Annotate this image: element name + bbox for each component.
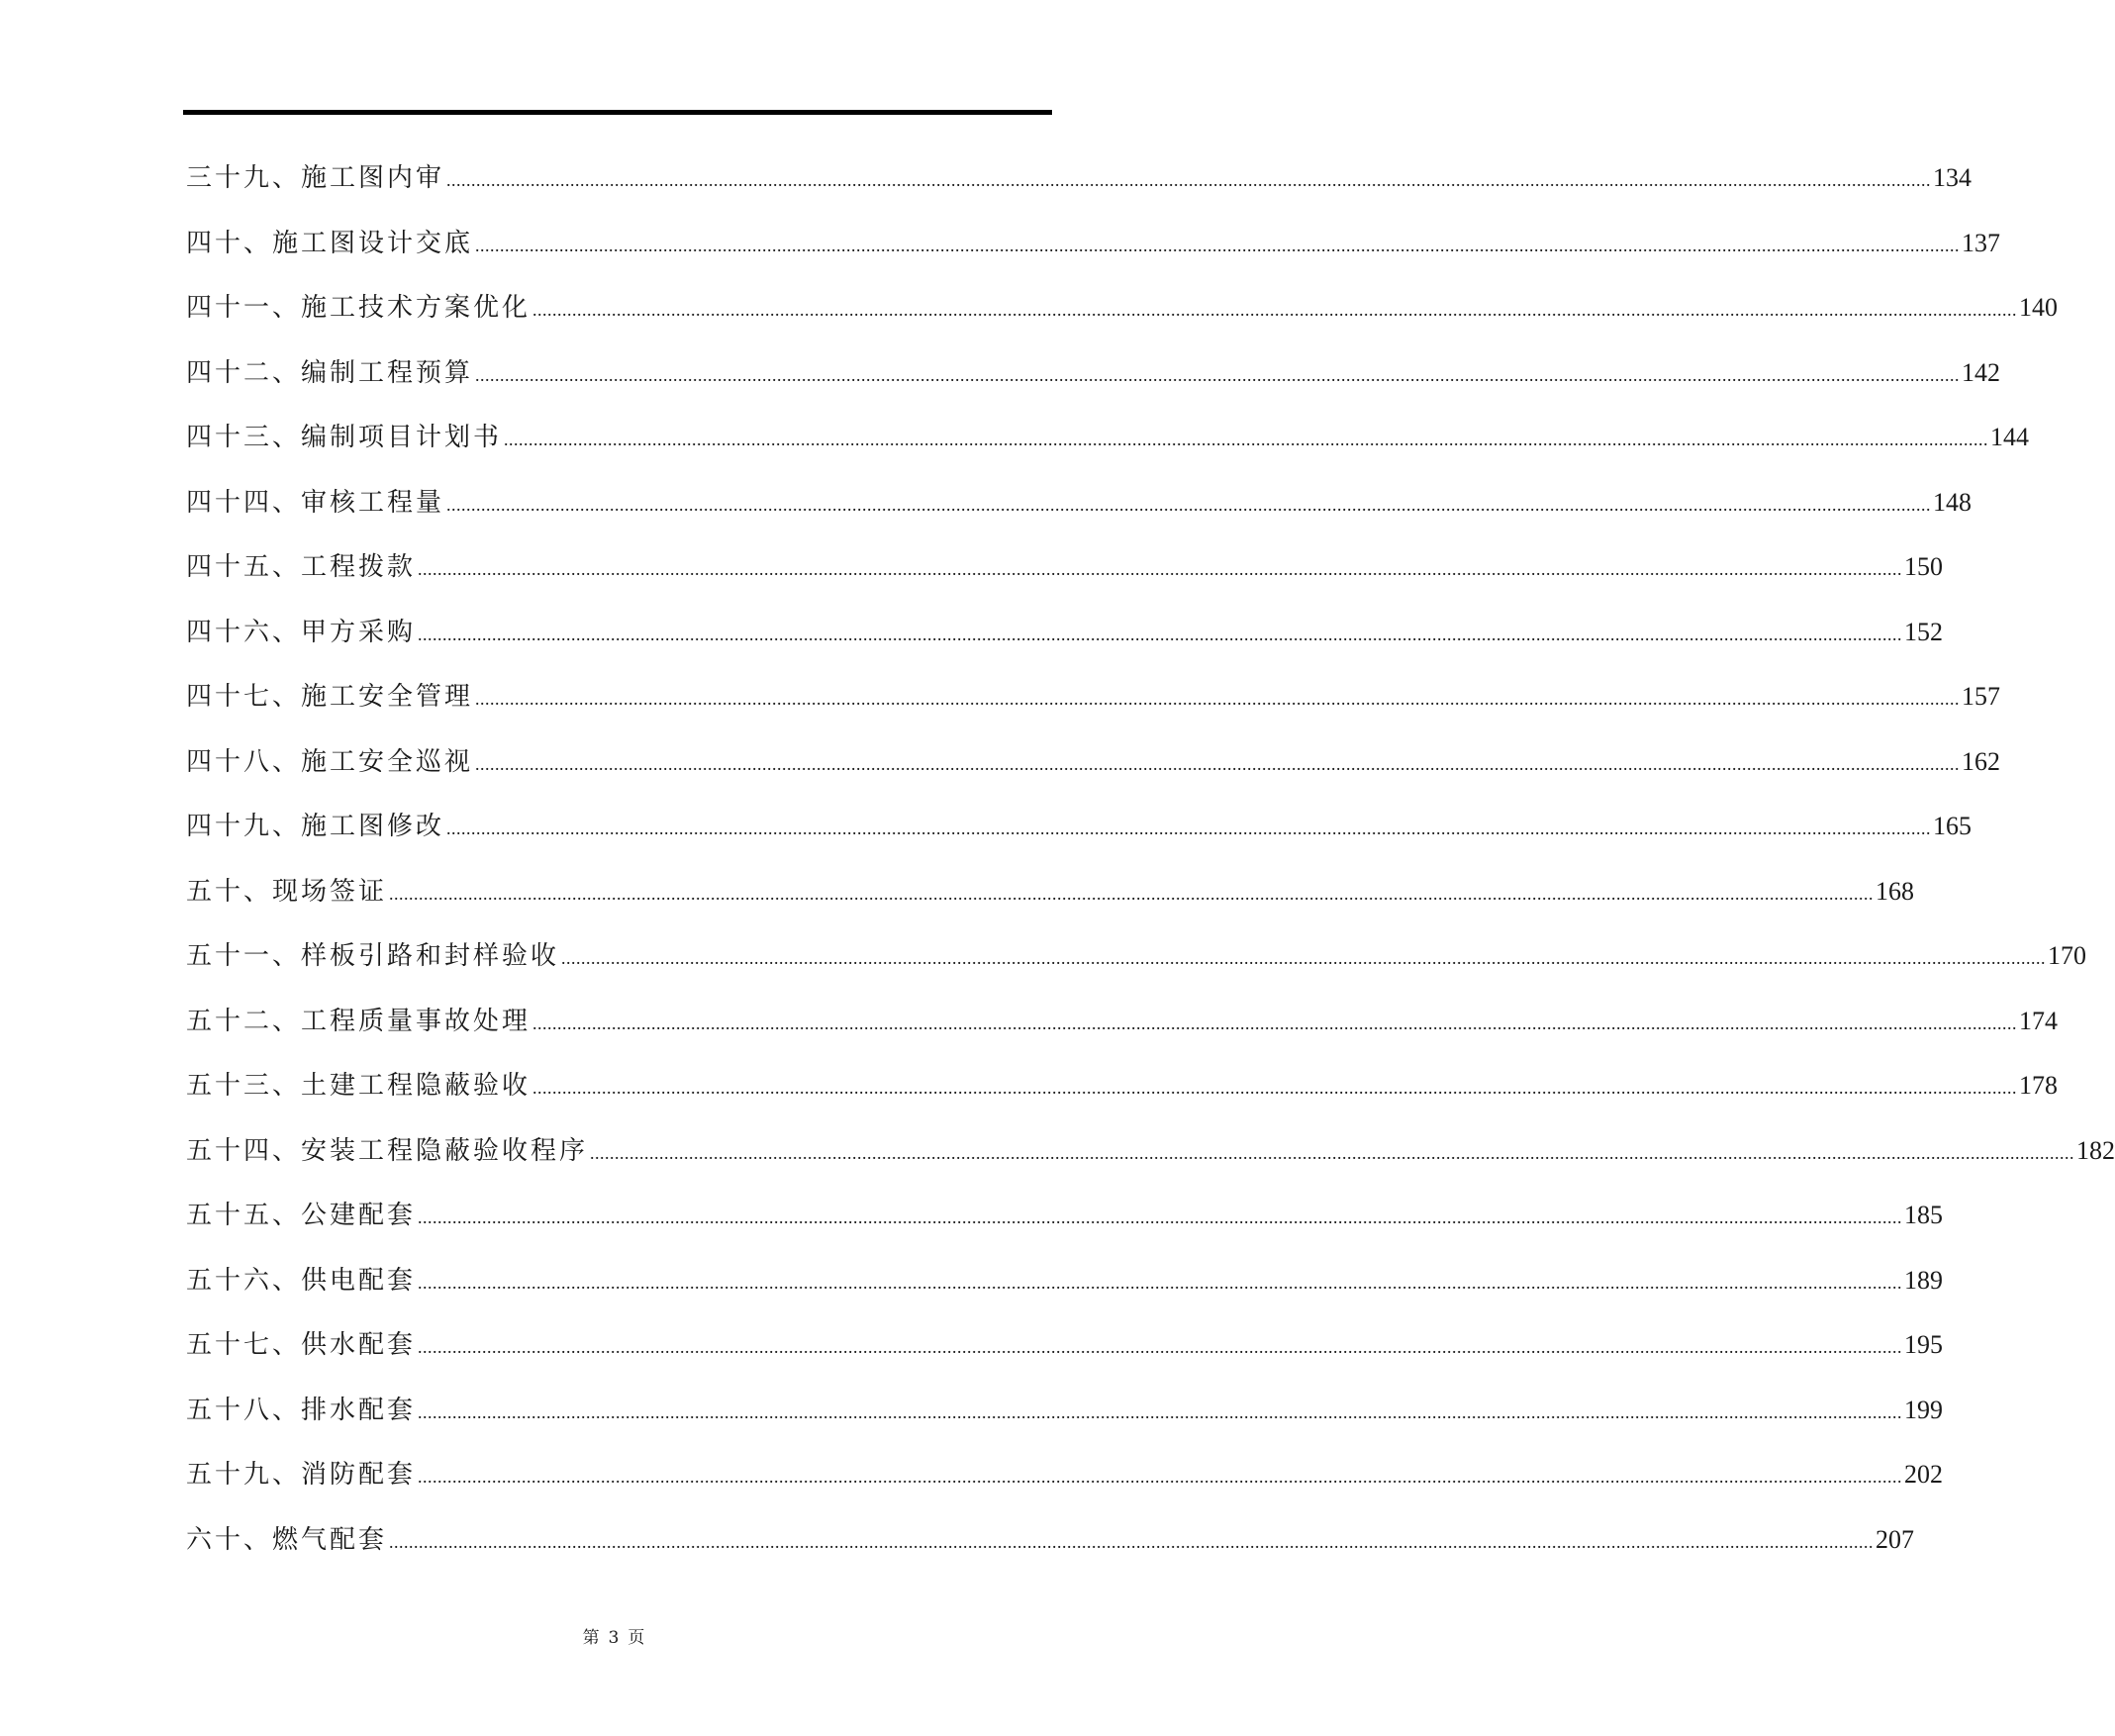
toc-entry-title: 四十三、编制项目计划书 [186, 423, 503, 452]
toc-dot-leader: ............................................................................................................................................................................................................................................................................................................ [532, 1078, 2018, 1098]
toc-entry-title: 四十六、甲方采购 [186, 617, 417, 647]
toc-entry[interactable] [186, 1325, 1944, 1391]
toc-entry-title: 四十二、编制工程预算 [186, 357, 474, 388]
toc-entry-page-number: 168 [1875, 876, 1915, 906]
toc-dot-leader: ............................................................................................................................................................................................................................................................................................................ [418, 1467, 1903, 1487]
toc-entry-page-number: 185 [1904, 1201, 1944, 1229]
toc-entry[interactable] [186, 1196, 1944, 1261]
toc-dot-leader: ............................................................................................................................................................................................................................................................................................................ [389, 1531, 1875, 1552]
toc-entry[interactable] [186, 1520, 1915, 1586]
toc-entry-title: 五十四、安装工程隐蔽验收程序 [186, 1135, 589, 1166]
toc-dot-leader: ............................................................................................................................................................................................................................................................................................................ [561, 948, 2047, 968]
toc-entry-page-number: 157 [1962, 682, 2001, 711]
toc-dot-leader: ............................................................................................................................................................................................................................................................................................................ [389, 883, 1875, 904]
toc-entry-page-number: 148 [1933, 487, 1972, 517]
toc-entry[interactable] [186, 1002, 2059, 1067]
page-footer [0, 1623, 1228, 1648]
toc-dot-leader: ............................................................................................................................................................................................................................................................................................................ [446, 494, 1932, 515]
toc-entry-page-number: 189 [1904, 1265, 1944, 1295]
toc-entry-page-number: 178 [2019, 1071, 2059, 1100]
toc-entry[interactable] [186, 1455, 1944, 1520]
footer-suffix: 页 [627, 1628, 646, 1648]
toc-entry[interactable] [186, 807, 1972, 872]
toc-entry[interactable] [186, 1131, 2115, 1197]
toc-entry-page-number: 152 [1904, 617, 1944, 646]
toc-entry-title: 三十九、施工图内审 [186, 163, 445, 193]
footer-prefix: 第 [582, 1628, 601, 1648]
toc-entry-page-number: 165 [1933, 812, 1972, 840]
toc-entry-page-number: 140 [2019, 293, 2059, 322]
toc-entry-title: 五十三、土建工程隐蔽验收 [186, 1071, 531, 1101]
toc-dot-leader: ............................................................................................................................................................................................................................................................................................................ [475, 235, 1961, 255]
toc-entry[interactable] [186, 288, 2059, 353]
toc-dot-leader: ............................................................................................................................................................................................................................................................................................................ [418, 1207, 1903, 1227]
toc-entry-page-number: 150 [1904, 552, 1944, 581]
toc-dot-leader: ............................................................................................................................................................................................................................................................................................................ [475, 689, 1961, 709]
toc-entry-title: 四十五、工程拨款 [186, 552, 417, 582]
toc-entry[interactable] [186, 872, 1915, 937]
toc-entry-page-number: 170 [2048, 941, 2087, 970]
footer-page-number: 3 [608, 1628, 621, 1648]
toc-entry[interactable] [186, 353, 2001, 419]
toc-dot-leader: ............................................................................................................................................................................................................................................................................................................ [590, 1142, 2075, 1163]
toc-dot-leader: ............................................................................................................................................................................................................................................................................................................ [418, 1401, 1903, 1422]
toc-dot-leader: ............................................................................................................................................................................................................................................................................................................ [475, 364, 1961, 385]
toc-entry-title: 五十二、工程质量事故处理 [186, 1006, 531, 1036]
toc-entry-page-number: 134 [1933, 163, 1972, 192]
toc-entry[interactable] [186, 547, 1944, 613]
toc-entry[interactable] [186, 677, 2001, 742]
toc-entry-page-number: 144 [1990, 423, 2030, 451]
toc-entry-page-number: 199 [1904, 1395, 1944, 1424]
toc-dot-leader: ............................................................................................................................................................................................................................................................................................................ [418, 624, 1903, 644]
toc-entry-page-number: 162 [1962, 746, 2001, 776]
toc-entry[interactable] [186, 936, 2087, 1002]
toc-dot-leader: ............................................................................................................................................................................................................................................................................................................ [532, 1013, 2018, 1033]
toc-entry[interactable] [186, 1261, 1944, 1326]
toc-entry-title: 四十九、施工图修改 [186, 812, 445, 841]
toc-entry[interactable] [186, 1066, 2059, 1131]
toc-entry-page-number: 137 [1962, 228, 2001, 257]
toc-entry-title: 四十一、施工技术方案优化 [186, 293, 531, 323]
toc-entry-page-number: 202 [1904, 1460, 1944, 1489]
toc-entry-title: 四十七、施工安全管理 [186, 682, 474, 712]
toc-dot-leader: ............................................................................................................................................................................................................................................................................................................ [418, 1272, 1903, 1293]
toc-entry-page-number: 142 [1962, 357, 2001, 387]
toc-entry-page-number: 174 [2019, 1006, 2059, 1035]
toc-entry[interactable] [186, 483, 1972, 548]
toc-entry-title: 四十四、审核工程量 [186, 487, 445, 518]
toc-dot-leader: ............................................................................................................................................................................................................................................................................................................ [446, 819, 1932, 838]
toc-entry-title: 四十、施工图设计交底 [186, 228, 474, 258]
toc-entry-title: 五十九、消防配套 [186, 1460, 417, 1490]
toc-dot-leader: ............................................................................................................................................................................................................................................................................................................ [446, 170, 1932, 190]
toc-entry-page-number: 182 [2076, 1135, 2115, 1165]
toc-entry-title: 五十五、公建配套 [186, 1201, 417, 1230]
toc-entry[interactable] [186, 742, 2001, 808]
toc-entry-page-number: 195 [1904, 1330, 1944, 1359]
toc-dot-leader: ............................................................................................................................................................................................................................................................................................................ [418, 559, 1903, 579]
toc-entry-title: 五十八、排水配套 [186, 1395, 417, 1425]
header-rule [183, 110, 1052, 115]
toc-dot-leader: ............................................................................................................................................................................................................................................................................................................ [504, 430, 1989, 449]
toc-entry[interactable] [186, 613, 1944, 678]
toc-entry[interactable] [186, 1391, 1944, 1456]
toc-entry-title: 五十、现场签证 [186, 876, 388, 907]
toc-entry-title: 六十、燃气配套 [186, 1524, 388, 1555]
toc-entry-title: 五十七、供水配套 [186, 1330, 417, 1360]
toc-entry[interactable] [186, 224, 2001, 289]
toc-entry-title: 五十一、样板引路和封样验收 [186, 941, 560, 971]
toc-dot-leader: ............................................................................................................................................................................................................................................................................................................ [475, 753, 1961, 774]
toc-entry-page-number: 207 [1875, 1524, 1915, 1554]
toc-entry[interactable] [186, 158, 1972, 224]
toc-dot-leader: ............................................................................................................................................................................................................................................................................................................ [418, 1337, 1903, 1357]
toc-entry[interactable] [186, 418, 2030, 483]
toc-dot-leader: ............................................................................................................................................................................................................................................................................................................ [532, 300, 2018, 320]
toc-entry-title: 四十八、施工安全巡视 [186, 746, 474, 777]
table-of-contents [186, 158, 2115, 1585]
toc-entry-title: 五十六、供电配套 [186, 1265, 417, 1296]
